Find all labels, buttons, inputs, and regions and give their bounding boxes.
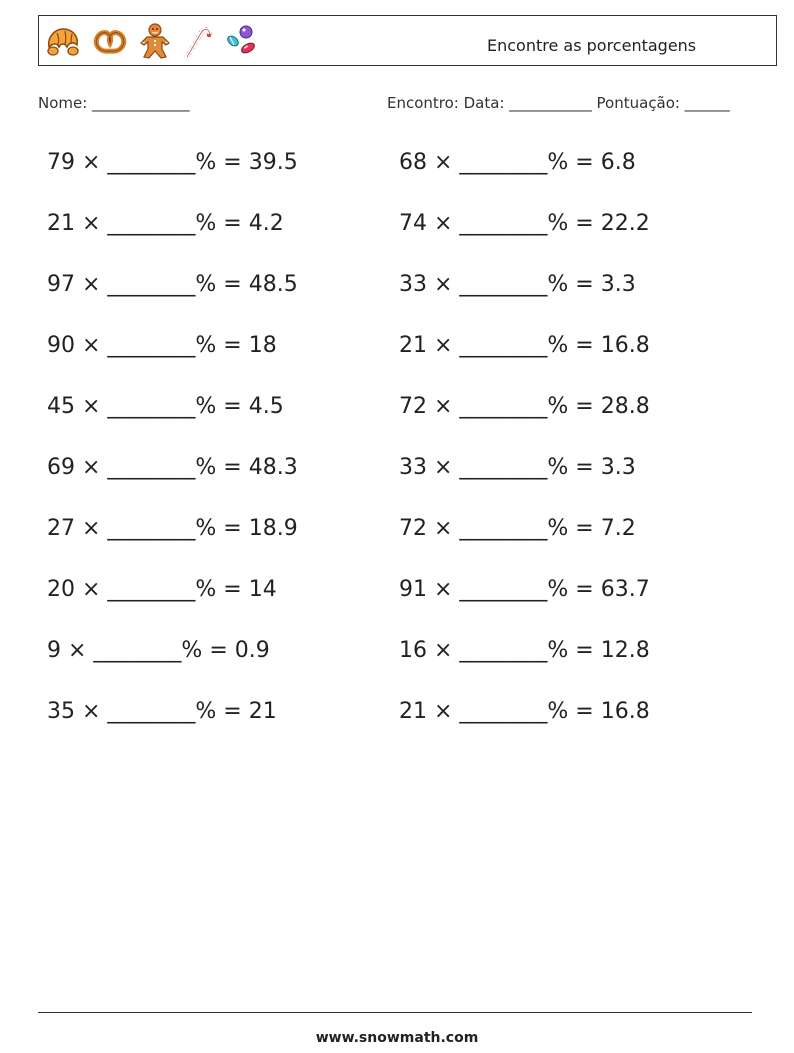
problem-right-2: 74 × ________% = 22.2: [399, 211, 650, 236]
problem-right-5: 72 × ________% = 28.8: [399, 394, 650, 419]
problem-left-6: 69 × ________% = 48.3: [47, 455, 298, 480]
problem-left-2: 21 × ________% = 4.2: [47, 211, 284, 236]
problem-left-8: 20 × ________% = 14: [47, 577, 277, 602]
problem-left-5: 45 × ________% = 4.5: [47, 394, 284, 419]
problem-right-8: 91 × ________% = 63.7: [399, 577, 650, 602]
name-field-label: Nome: _____________: [38, 94, 190, 112]
problem-left-10: 35 × ________% = 21: [47, 699, 277, 724]
problem-left-4: 90 × ________% = 18: [47, 333, 277, 358]
date-score-label: Encontro: Data: ___________ Pontuação: ______: [387, 94, 730, 112]
page-title: Encontre as porcentagens: [487, 36, 697, 55]
problem-right-9: 16 × ________% = 12.8: [399, 638, 650, 663]
problem-right-7: 72 × ________% = 7.2: [399, 516, 636, 541]
footer-divider: [38, 1012, 752, 1013]
problem-right-6: 33 × ________% = 3.3: [399, 455, 636, 480]
problem-left-1: 79 × ________% = 39.5: [47, 150, 298, 175]
problem-right-10: 21 × ________% = 16.8: [399, 699, 650, 724]
problem-left-3: 97 × ________% = 48.5: [47, 272, 298, 297]
footer-url[interactable]: www.snowmath.com: [315, 1030, 479, 1046]
problem-left-7: 27 × ________% = 18.9: [47, 516, 298, 541]
problem-right-4: 21 × ________% = 16.8: [399, 333, 650, 358]
problem-right-3: 33 × ________% = 3.3: [399, 272, 636, 297]
problem-left-9: 9 × ________% = 0.9: [47, 638, 270, 663]
problem-right-1: 68 × ________% = 6.8: [399, 150, 636, 175]
